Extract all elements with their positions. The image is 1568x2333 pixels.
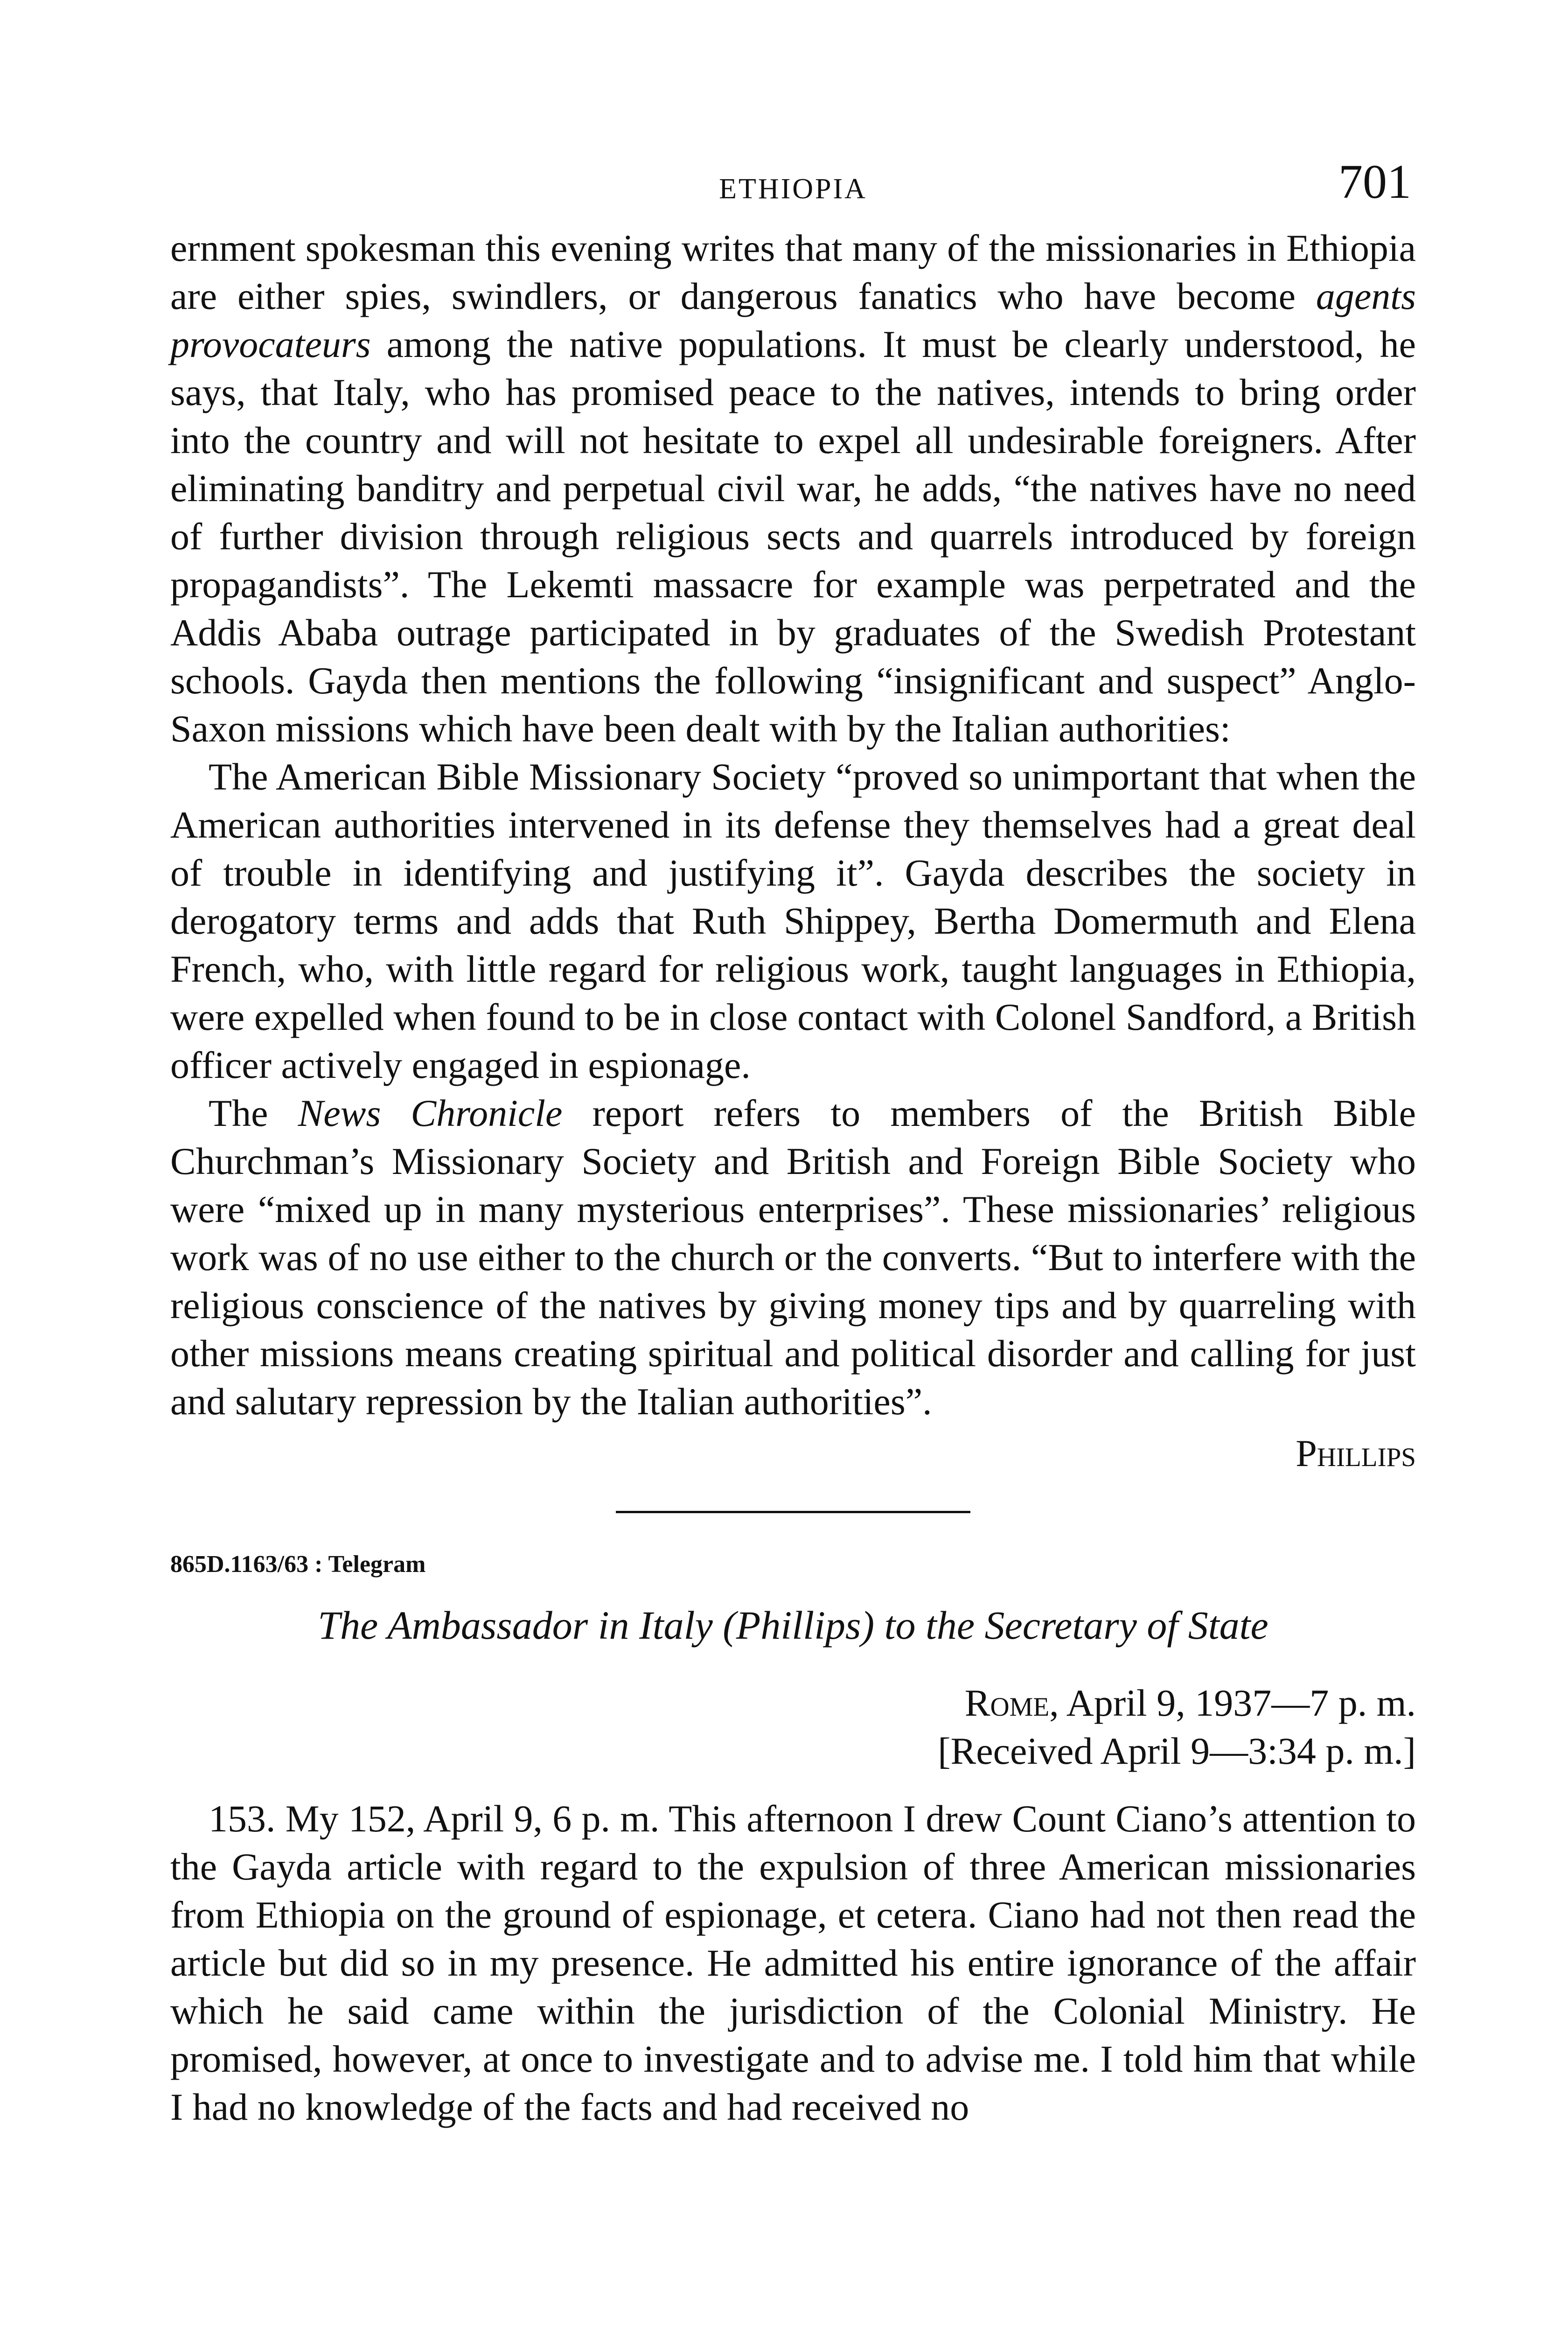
dateline (170, 1679, 1416, 1775)
file-number: 865D.1163/63 : Telegram (170, 1551, 426, 1578)
document-title: The Ambassador in Italy (Phillips) to the Secretary of State (318, 1603, 1268, 1648)
paragraph-1 (170, 224, 1416, 753)
paragraph-1-rest: among the native populations. It must be clearly understood, he says, that Italy, who has promised peace to the natives, intends to bring order into the country and will not hesitate to expel all undesirable foreigners. After eliminating banditry and perpetual civil war, he adds, “the natives have no need of further division through religious sects and quarrels introduced by foreign propagandists”. The Lekemti massacre for example was perpetrated and the Addis Ababa outrage participated in by graduates of the Swedish Protestant schools. Gayda then mentions the following “insignificant and suspect” Anglo-Saxon missions which have been dealt with by the Italian authorities: (170, 323, 1416, 750)
paragraph-3-start: The (209, 1092, 298, 1134)
page-number: 701 (1338, 155, 1411, 209)
paragraph-1-italic: agents provocateurs (170, 275, 1416, 365)
telegram-body: 153. My 152, April 9, 6 p. m. This afternoon I drew Count Ciano’s attention to the Gayda article with regard to the expulsion of three American missionaries from Ethiopia on the ground of espionage, et cetera. Ciano had not then read the article but did so in my presence. He admitted his entire ignorance of the affair which he said came within the jurisdiction of the Colonial Ministry. He promised, however, at once to investigate and to advise me. I told him that while I had no knowledge of the facts and had received no (170, 1797, 1416, 2128)
date-sent (170, 1679, 1416, 1727)
running-header (170, 154, 1416, 224)
paragraph-1-text: ernment spokesman this evening writes that many of the missionaries in Ethiopia are either spies, swindlers, or dangerous fanatics who have become (170, 227, 1416, 317)
paragraph-3-italic: News Chronicle (298, 1092, 563, 1134)
place-name: Rome (964, 1682, 1050, 1724)
paragraph-3-rest: report refers to members of the British Bible Churchman’s Missionary Society and British and Foreign Bible Society who were “mixed up in many mysterious enterprises”. These missionaries’ religious work was of no use either to the church or the converts. “But to interfere with the religious conscience of the natives by giving money tips and by quarreling with other missions means creating spiritual and political disorder and calling for just and salutary repression by the Italian authorities”. (170, 1092, 1416, 1423)
document-page (170, 154, 1416, 2131)
paragraph-3 (170, 1089, 1416, 1425)
signature: Phillips (1296, 1432, 1416, 1474)
received-date: [Received April 9—3:34 p. m.] (938, 1730, 1416, 1772)
running-title: ETHIOPIA (719, 173, 867, 205)
paragraph-2: The American Bible Missionary Society “proved so unimportant that when the American authorities intervened in its defense they themselves had a great deal of trouble in identifying and justifying it”. Gayda describes the society in derogatory terms and adds that Ruth Shippey, Bertha Domermuth and Elena French, who, with little regard for religious work, taught languages in Ethiopia, were expelled when found to be in close contact with Colonel Sandford, a British officer actively engaged in espionage. (170, 755, 1416, 1086)
section-divider (616, 1511, 970, 1513)
sent-date: , April 9, 1937—7 p. m. (1049, 1682, 1416, 1724)
